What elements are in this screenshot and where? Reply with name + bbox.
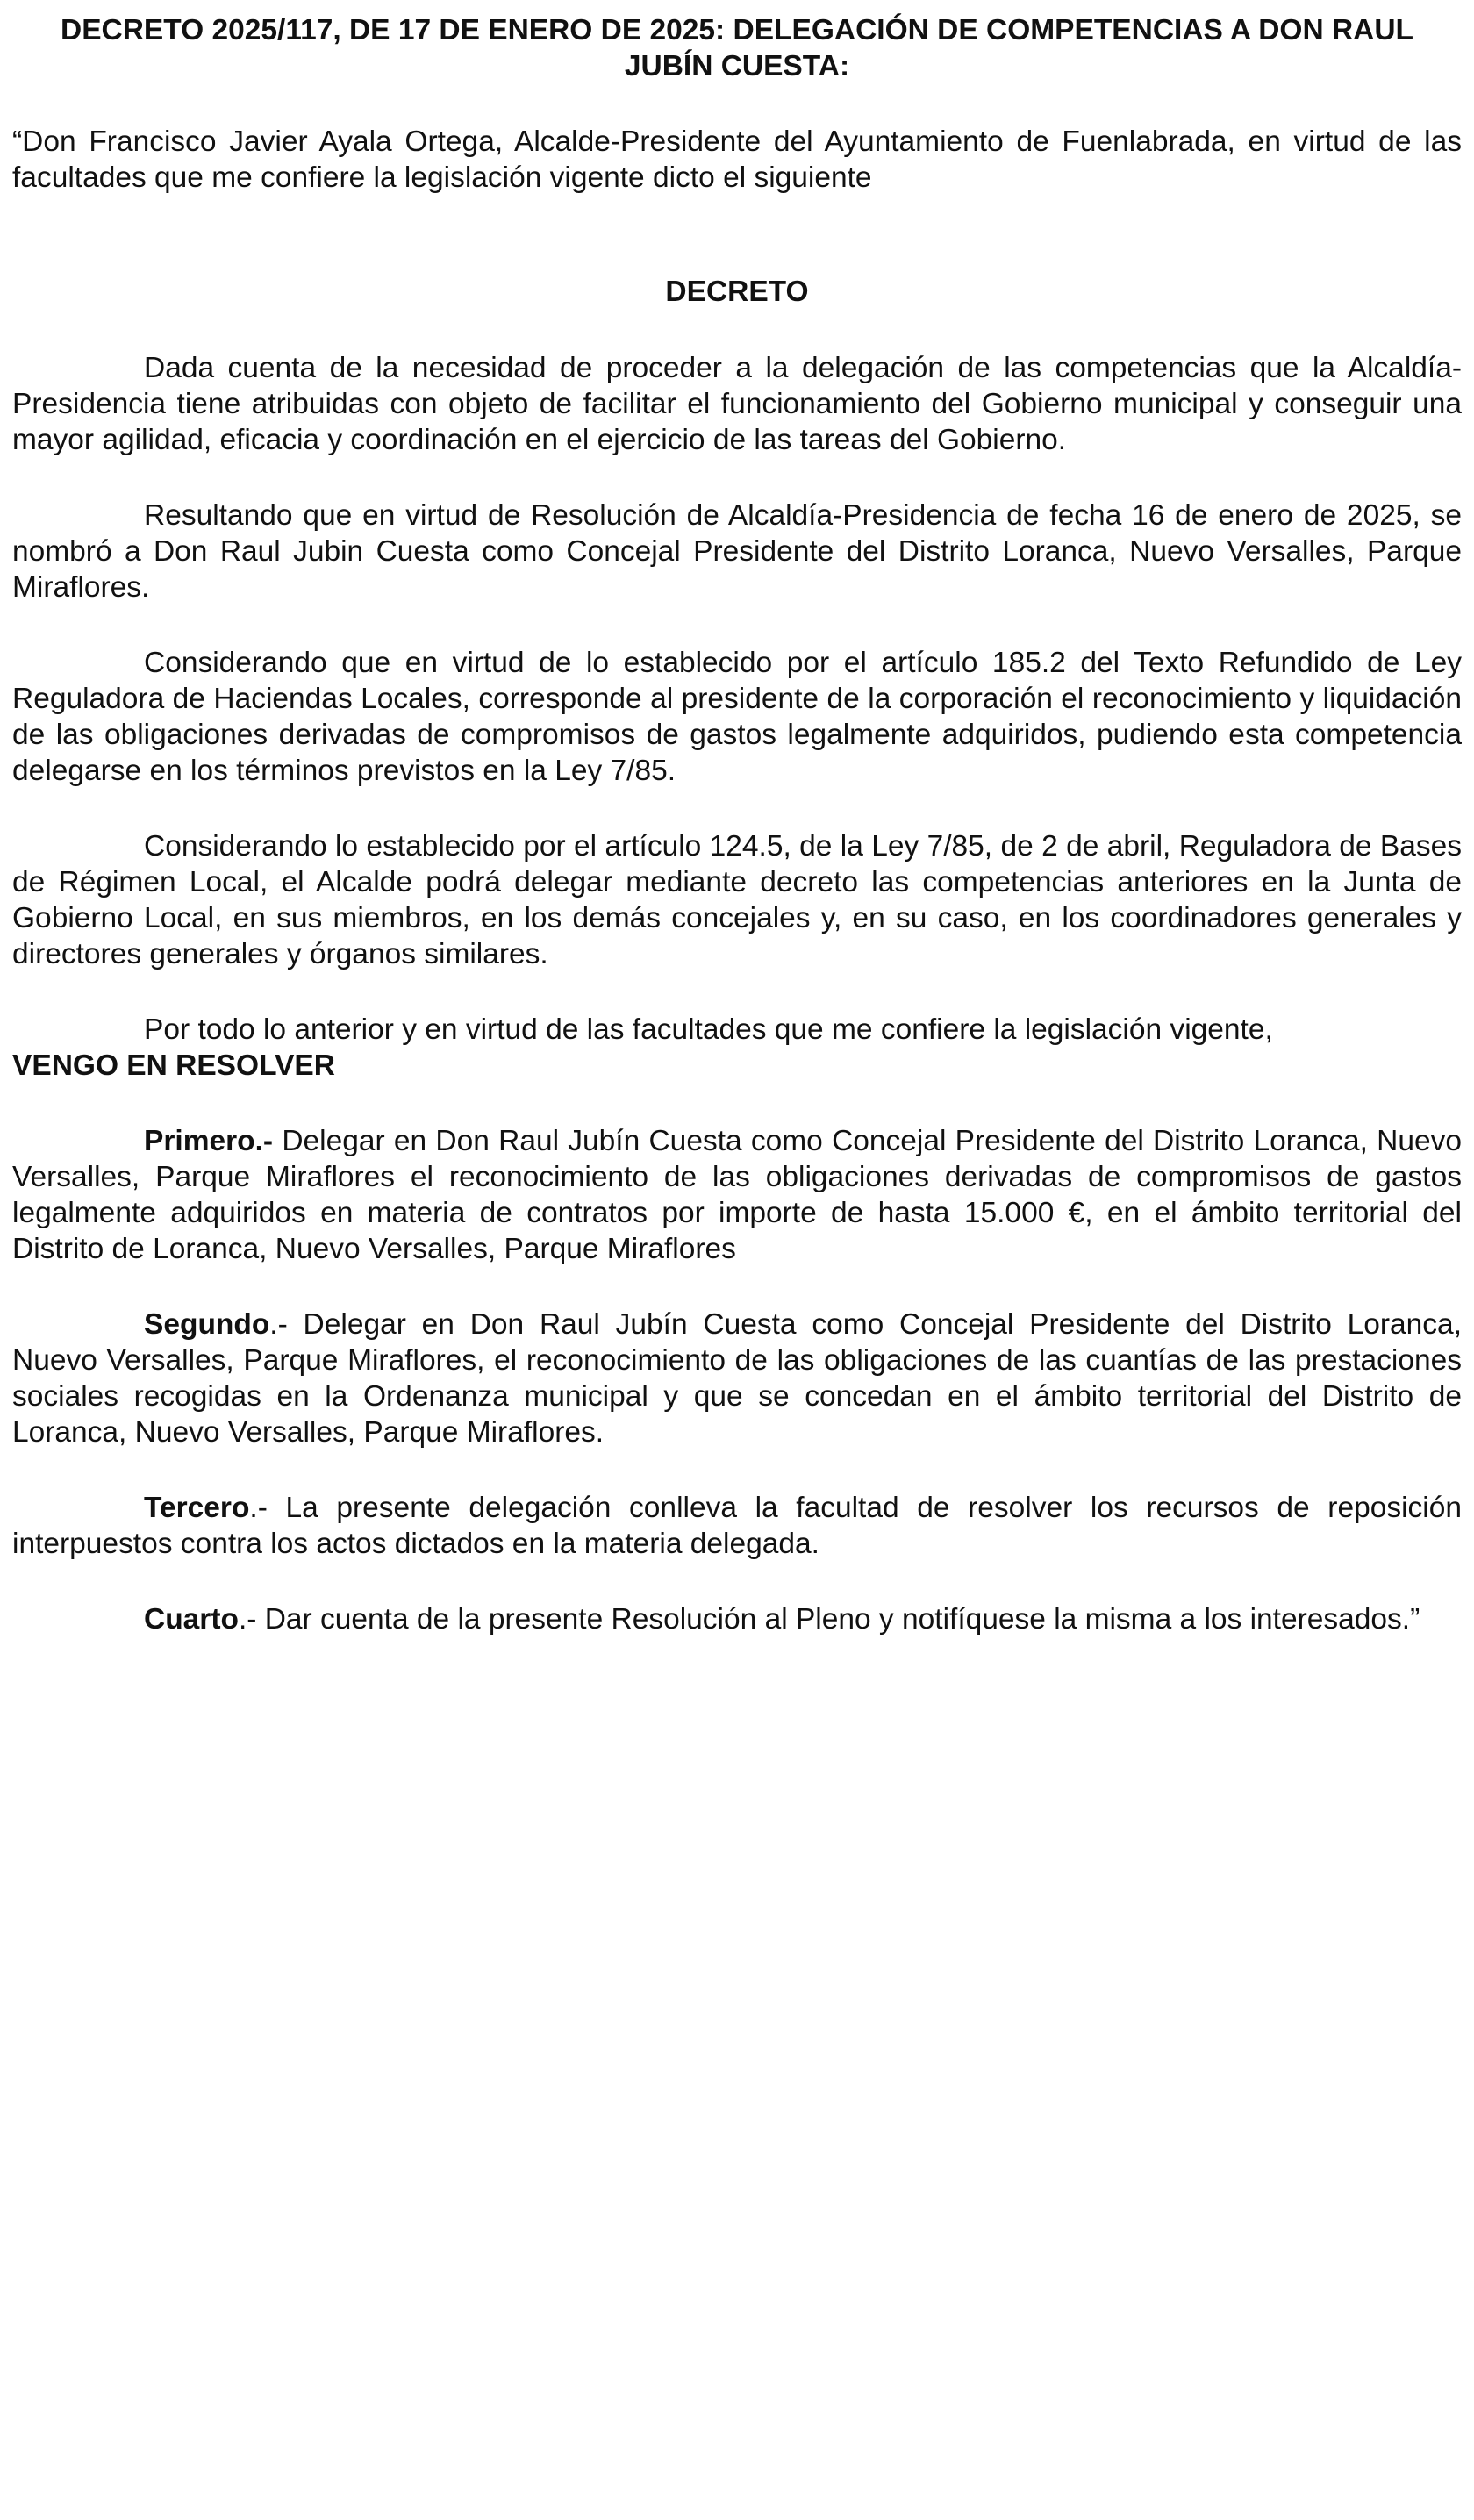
- item-primero-label: Primero.-: [144, 1125, 274, 1157]
- document-title: DECRETO 2025/117, DE 17 DE ENERO DE 2025: DELEGACIÓN DE COMPETENCIAS A DON RAUL JUBÍN CUESTA:: [61, 14, 1413, 82]
- resolve-text: Por todo lo anterior y en virtud de las facultades que me confiere la legislación vigente,: [144, 1013, 1273, 1046]
- item-segundo: [12, 1307, 1462, 1450]
- intro-paragraph: “Don Francisco Javier Ayala Ortega, Alcalde-Presidente del Ayuntamiento de Fuenlabrada, en virtud de las facultades que me confiere la legislación vigente dicto el siguiente: [12, 125, 1462, 194]
- item-segundo-text: .- Delegar en Don Raul Jubín Cuesta como Concejal Presidente del Distrito Loranca, Nuevo Versalles, Parque Miraflores, el reconocimiento de las obligaciones de las cuantías de las prestaciones sociales recogidas en la Ordenanza municipal y que se concedan en el ámbito territorial del Distrito de Loranca, Nuevo Versalles, Parque Miraflores.: [12, 1308, 1462, 1449]
- item-cuarto-text: .- Dar cuenta de la presente Resolución al Pleno y notifíquese la misma a los interesados.”: [238, 1603, 1420, 1636]
- item-primero-text: Delegar en Don Raul Jubín Cuesta como Concejal Presidente del Distrito Loranca, Nuevo Versalles, Parque Miraflores el reconocimiento de las obligaciones derivadas de compromisos de gastos legalmente adquiridos en materia de contratos por importe de hasta 15.000 €, en el ámbito territorial del Distrito de Loranca, Nuevo Versalles, Parque Miraflores: [12, 1125, 1462, 1265]
- paragraph-considerando-185: Considerando que en virtud de lo establecido por el artículo 185.2 del Texto Refundido de Ley Reguladora de Haciendas Locales, corresponde al presidente de la corporación el reconocimiento y liquidación de las obligaciones derivadas de compromisos de gastos legalmente adquiridos, pudiendo esta competencia delegarse en los términos previstos en la Ley 7/85.: [12, 647, 1462, 787]
- resolve-label: VENGO EN RESOLVER: [12, 1049, 335, 1082]
- item-primero: [12, 1123, 1462, 1267]
- item-cuarto-label: Cuarto: [144, 1603, 239, 1636]
- decree-heading: DECRETO: [665, 276, 809, 308]
- item-tercero-label: Tercero: [144, 1492, 250, 1524]
- item-tercero-text: .- La presente delegación conlleva la facultad de resolver los recursos de reposición interpuestos contra los actos dictados en la materia delegada.: [12, 1492, 1462, 1560]
- item-tercero: [12, 1490, 1462, 1562]
- paragraph-considerando-124: Considerando lo establecido por el artículo 124.5, de la Ley 7/85, de 2 de abril, Reguladora de Bases de Régimen Local, el Alcalde podrá delegar mediante decreto las competencias anteriores en la Junta de Gobierno Local, en sus miembros, en los demás concejales y, en su caso, en los coordinadores generales y directores generales y órganos similares.: [12, 830, 1462, 970]
- paragraph-resolve: [12, 1012, 1462, 1084]
- paragraph-dada-cuenta: Dada cuenta de la necesidad de proceder a la delegación de las competencias que la Alcaldía-Presidencia tiene atribuidas con objeto de facilitar el funcionamiento del Gobierno municipal y conseguir una mayor agilidad, eficacia y coordinación en el ejercicio de las tareas del Gobierno.: [12, 352, 1462, 456]
- document-page: [12, 0, 1462, 1637]
- item-cuarto: [12, 1601, 1462, 1637]
- paragraph-resultando: Resultando que en virtud de Resolución de Alcaldía-Presidencia de fecha 16 de enero de 2025, se nombró a Don Raul Jubin Cuesta como Concejal Presidente del Distrito Loranca, Nuevo Versalles, Parque Miraflores.: [12, 499, 1462, 604]
- item-segundo-label: Segundo: [144, 1308, 270, 1341]
